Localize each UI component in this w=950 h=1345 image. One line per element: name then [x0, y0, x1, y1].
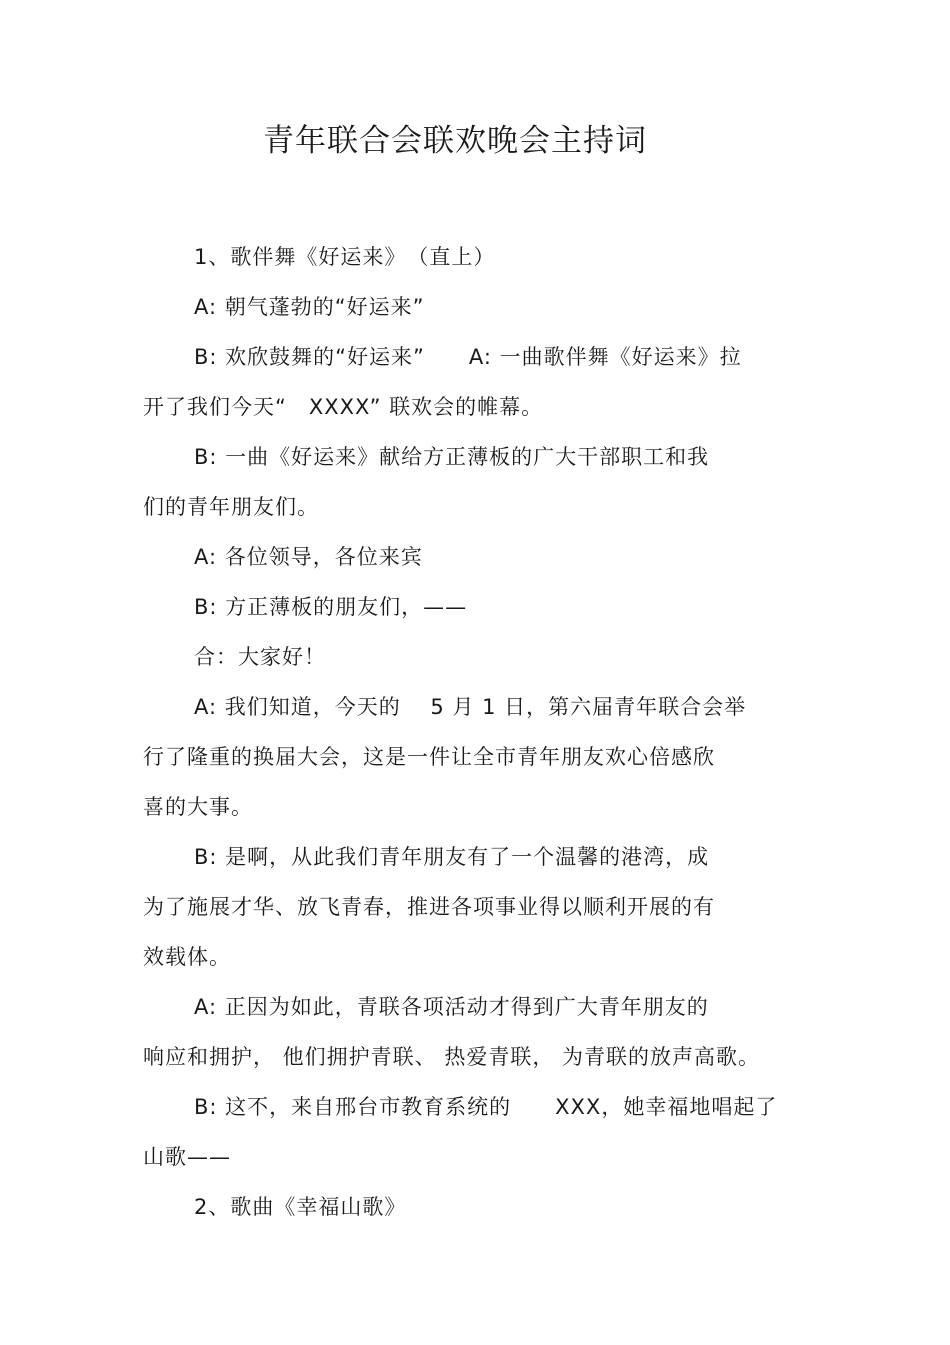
dialogue-line: B: 一曲《好运来》献给方正薄板的广大干部职工和我 — [194, 445, 710, 469]
program-item-1: 1、歌伴舞《好运来》 （直上） — [194, 245, 496, 269]
dialogue-line-cont: 开了我们今天“ XXXX” 联欢会的帷幕。 — [143, 395, 544, 419]
dialogue-line: B: 这不，来自邢台市教育系统的 XXX，她幸福地唱起了 — [194, 1095, 778, 1119]
dialogue-line: A: 各位领导，各位来宾 — [194, 545, 423, 569]
dialogue-line: A: 朝气蓬勃的“好运来” — [194, 295, 425, 319]
dialogue-line-cont: 为了施展才华、放飞青春，推进各项事业得以顺利开展的有 — [143, 895, 715, 919]
dialogue-line: A: 正因为如此，青联各项活动才得到广大青年朋友的 — [194, 995, 709, 1019]
dialogue-line-cont: 行了隆重的换届大会，这是一件让全市青年朋友欢心倍感欣 — [143, 745, 715, 769]
dialogue-line: B: 是啊，从此我们青年朋友有了一个温馨的港湾，成 — [194, 845, 710, 869]
dialogue-line-cont: 喜的大事。 — [143, 795, 253, 819]
program-item-2: 2、歌曲《幸福山歌》 — [194, 1195, 407, 1219]
dialogue-line: A: 我们知道，今天的 5 月 1 日，第六届青年联合会举 — [194, 695, 747, 719]
dialogue-line-cont: 效载体。 — [143, 945, 231, 969]
dialogue-line: B: 方正薄板的朋友们，—— — [194, 595, 468, 619]
document-title: 青年联合会联欢晚会主持词 — [263, 123, 647, 159]
dialogue-line-cont: 响应和拥护， 他们拥护青联、 热爱青联， 为青联的放声高歌。 — [143, 1045, 761, 1069]
dialogue-line: B: 欢欣鼓舞的“好运来” A: 一曲歌伴舞《好运来》拉 — [194, 345, 742, 369]
dialogue-line: 合：大家好！ — [194, 645, 326, 669]
dialogue-line-cont: 山歌—— — [143, 1145, 231, 1169]
dialogue-line-cont: 们的青年朋友们。 — [143, 495, 319, 519]
